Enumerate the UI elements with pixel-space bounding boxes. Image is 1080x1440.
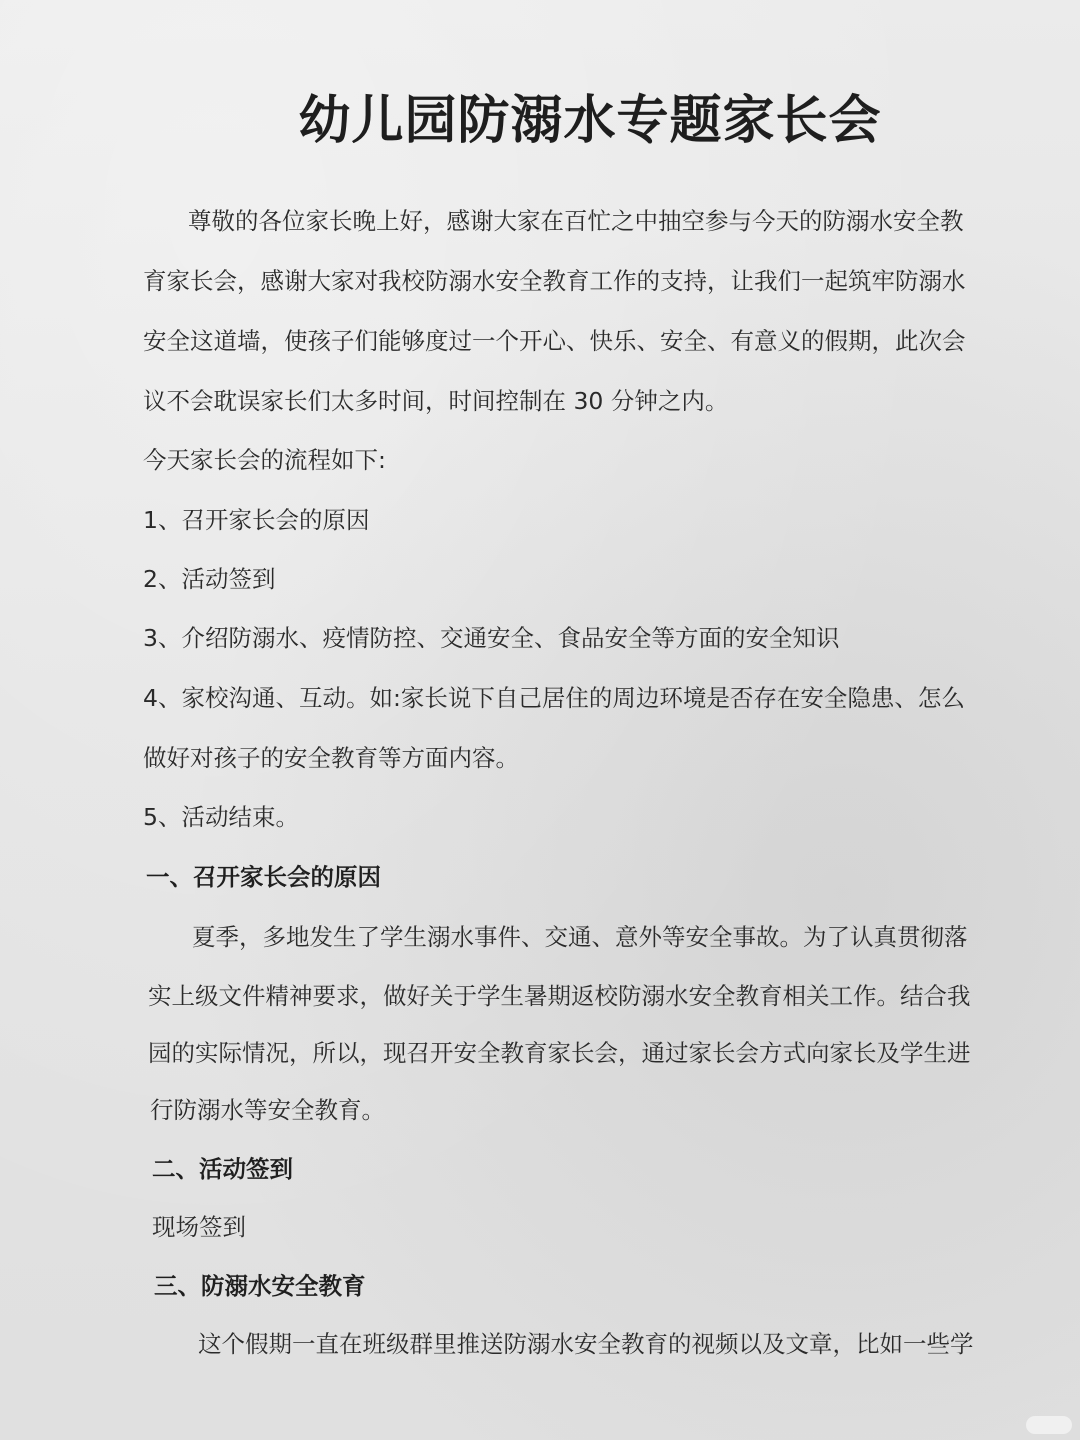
agenda-item-3: 3、介绍防溺水、疫情防控、交通安全、食品安全等方面的安全知识: [143, 624, 840, 652]
agenda-item-1: 1、召开家长会的原因: [143, 506, 370, 534]
section3-line-1: 这个假期一直在班级群里推送防溺水安全教育的视频以及文章，比如一些学: [198, 1330, 974, 1358]
section2-line-1: 现场签到: [152, 1213, 246, 1241]
agenda-item-5: 5、活动结束。: [143, 803, 299, 831]
section1-line-4: 行防溺水等安全教育。: [150, 1096, 385, 1124]
section2-heading: 二、活动签到: [152, 1155, 293, 1183]
agenda-item-4-cont: 做好对孩子的安全教育等方面内容。: [143, 744, 519, 772]
section1-line-2: 实上级文件精神要求，做好关于学生暑期返校防溺水安全教育相关工作。结合我: [148, 982, 971, 1010]
intro-line-2: 育家长会，感谢大家对我校防溺水安全教育工作的支持，让我们一起筑牢防溺水: [143, 267, 966, 295]
intro-line-4: 议不会耽误家长们太多时间，时间控制在 30 分钟之内。: [143, 387, 729, 415]
section1-heading: 一、召开家长会的原因: [146, 863, 381, 891]
agenda-item-2: 2、活动签到: [143, 565, 276, 593]
section1-line-3: 园的实际情况，所以，现召开安全教育家长会，通过家长会方式向家长及学生进: [148, 1039, 971, 1067]
watermark-badge: [1026, 1416, 1072, 1434]
section3-heading: 三、防溺水安全教育: [154, 1272, 366, 1300]
agenda-item-4: 4、家校沟通、互动。如:家长说下自己居住的周边环境是否存在安全隐患、怎么: [143, 684, 965, 712]
document-title: 幼儿园防溺水专题家长会: [298, 91, 882, 151]
intro-line-3: 安全这道墙，使孩子们能够度过一个开心、快乐、安全、有意义的假期，此次会: [143, 327, 966, 355]
agenda-intro: 今天家长会的流程如下:: [143, 446, 386, 474]
section1-line-1: 夏季，多地发生了学生溺水事件、交通、意外等安全事故。为了认真贯彻落: [192, 923, 968, 951]
intro-line-1: 尊敬的各位家长晚上好，感谢大家在百忙之中抽空参与今天的防溺水安全教: [188, 207, 964, 235]
